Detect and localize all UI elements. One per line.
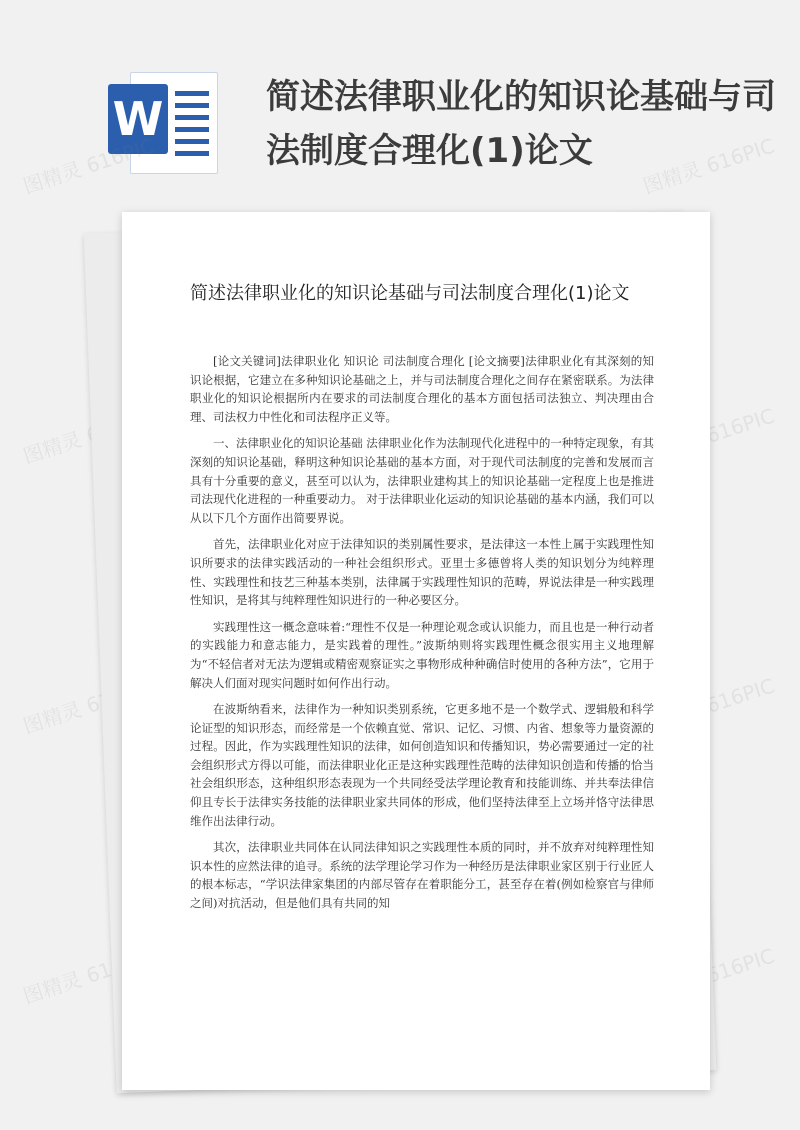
banner (0, 0, 800, 200)
watermark: 图精灵 616PIC (640, 133, 778, 199)
word-logo-letter: W (108, 84, 168, 154)
document-body (190, 352, 654, 921)
paragraph: 一、法律职业化的知识论基础 法律职业化作为法制现代化进程中的一种特定现象，有其深刻的知识论基础，释明这种知识论基础的基本方面，对于现代司法制度的完善和发展而言具有十分重要的意义，甚至可以认为，法律职业建构其上的知识论基础一定程度上也是推进司法现代化进程的一种重要动力。 对于法律职业化运动的知识论基础的基本内涵，我们可以从以下几个方面作出简要界说。 (190, 436, 654, 525)
watermark: 图精灵 616PIC (20, 133, 158, 199)
watermark: 图精灵 616PIC (20, 943, 158, 1009)
watermark: 图精灵 616PIC (20, 403, 158, 469)
watermark: 616PIC (703, 943, 778, 988)
paragraph: 在波斯纳看来，法律作为一种知识类别系统，它更多地不是一个数学式、逻辑般和科学论证型的知识形态，而经常是一个依赖直觉、常识、记忆、习惯、内省、想象等力量资源的过程。因此，作为实践理性知识的法律，如何创造知识和传播知识，势必需要通过一定的社会组织形式方得以可能，而法律职业化正是这种实践理性范畴的法律知识创造和传播的恰当社会组织形态，这种组织形态表现为一个共同经受法学理论教育和技能训练、并共奉法律信仰且专长于法律实务技能的法律职业家共同体的形成，他们坚持法律至上立场并恪守法律思维作出法律行动。 (190, 702, 654, 828)
document-page (122, 212, 710, 1090)
watermark: 616PIC (703, 403, 778, 448)
paragraph: 首先，法律职业化对应于法律知识的类别属性要求，是法律这一本性上属于实践理性知识所要求的法律实践活动的一种社会组织形式。亚里士多德曾将人类的知识划分为纯粹理性、实践理性和技艺三种基本类别，法律属于实践理性知识的范畴，界说法律是一种实践理性知识，是将其与纯粹理性知识进行的一种必要区分。 (190, 537, 654, 608)
document-title: 简述法律职业化的知识论基础与司法制度合理化(1)论文 (190, 283, 630, 304)
watermark: 616PIC (703, 673, 778, 718)
word-document-icon (108, 68, 218, 178)
banner-title: 简述法律职业化的知识论基础与司法制度合理化(1)论文 (266, 77, 776, 171)
paragraph: 其次，法律职业共同体在认同法律知识之实践理性本质的同时，并不放弃对纯粹理性知识本性的应然法律的追寻。系统的法学理论学习作为一种经历是法律职业家区别于行业匠人的根本标志，“学识法律家集团的内部尽管存在着职能分工，甚至存在着(例如检察官与律师之间)对抗活动，但是他们具有共同的知 (190, 840, 654, 911)
paragraph: 实践理性这一概念意味着:“理性不仅是一种理论观念或认识能力，而且也是一种行动者的实践能力和意志能力，是实践着的理性。”波斯纳则将实践理性概念很实用主义地理解为“不轻信者对无法为逻辑或精密观察证实之事物形成种种确信时使用的各种方法”，它用于解决人们面对现实问题时如何作出行动。 (190, 619, 654, 690)
watermark: 图精灵 616PIC (20, 673, 158, 739)
paragraph-keywords-abstract: [论文关键词]法律职业化 知识论 司法制度合理化 [论文摘要]法律职业化有其深刻的知识论根据，它建立在多种知识论基础之上，并与司法制度合理化之间存在紧密联系。为法律职业化的知识论根据所内在要求的司法制度合理化的基本方面包括司法独立、判决理由合理、司法权力中性化和司法程序正义等。 (190, 354, 654, 424)
